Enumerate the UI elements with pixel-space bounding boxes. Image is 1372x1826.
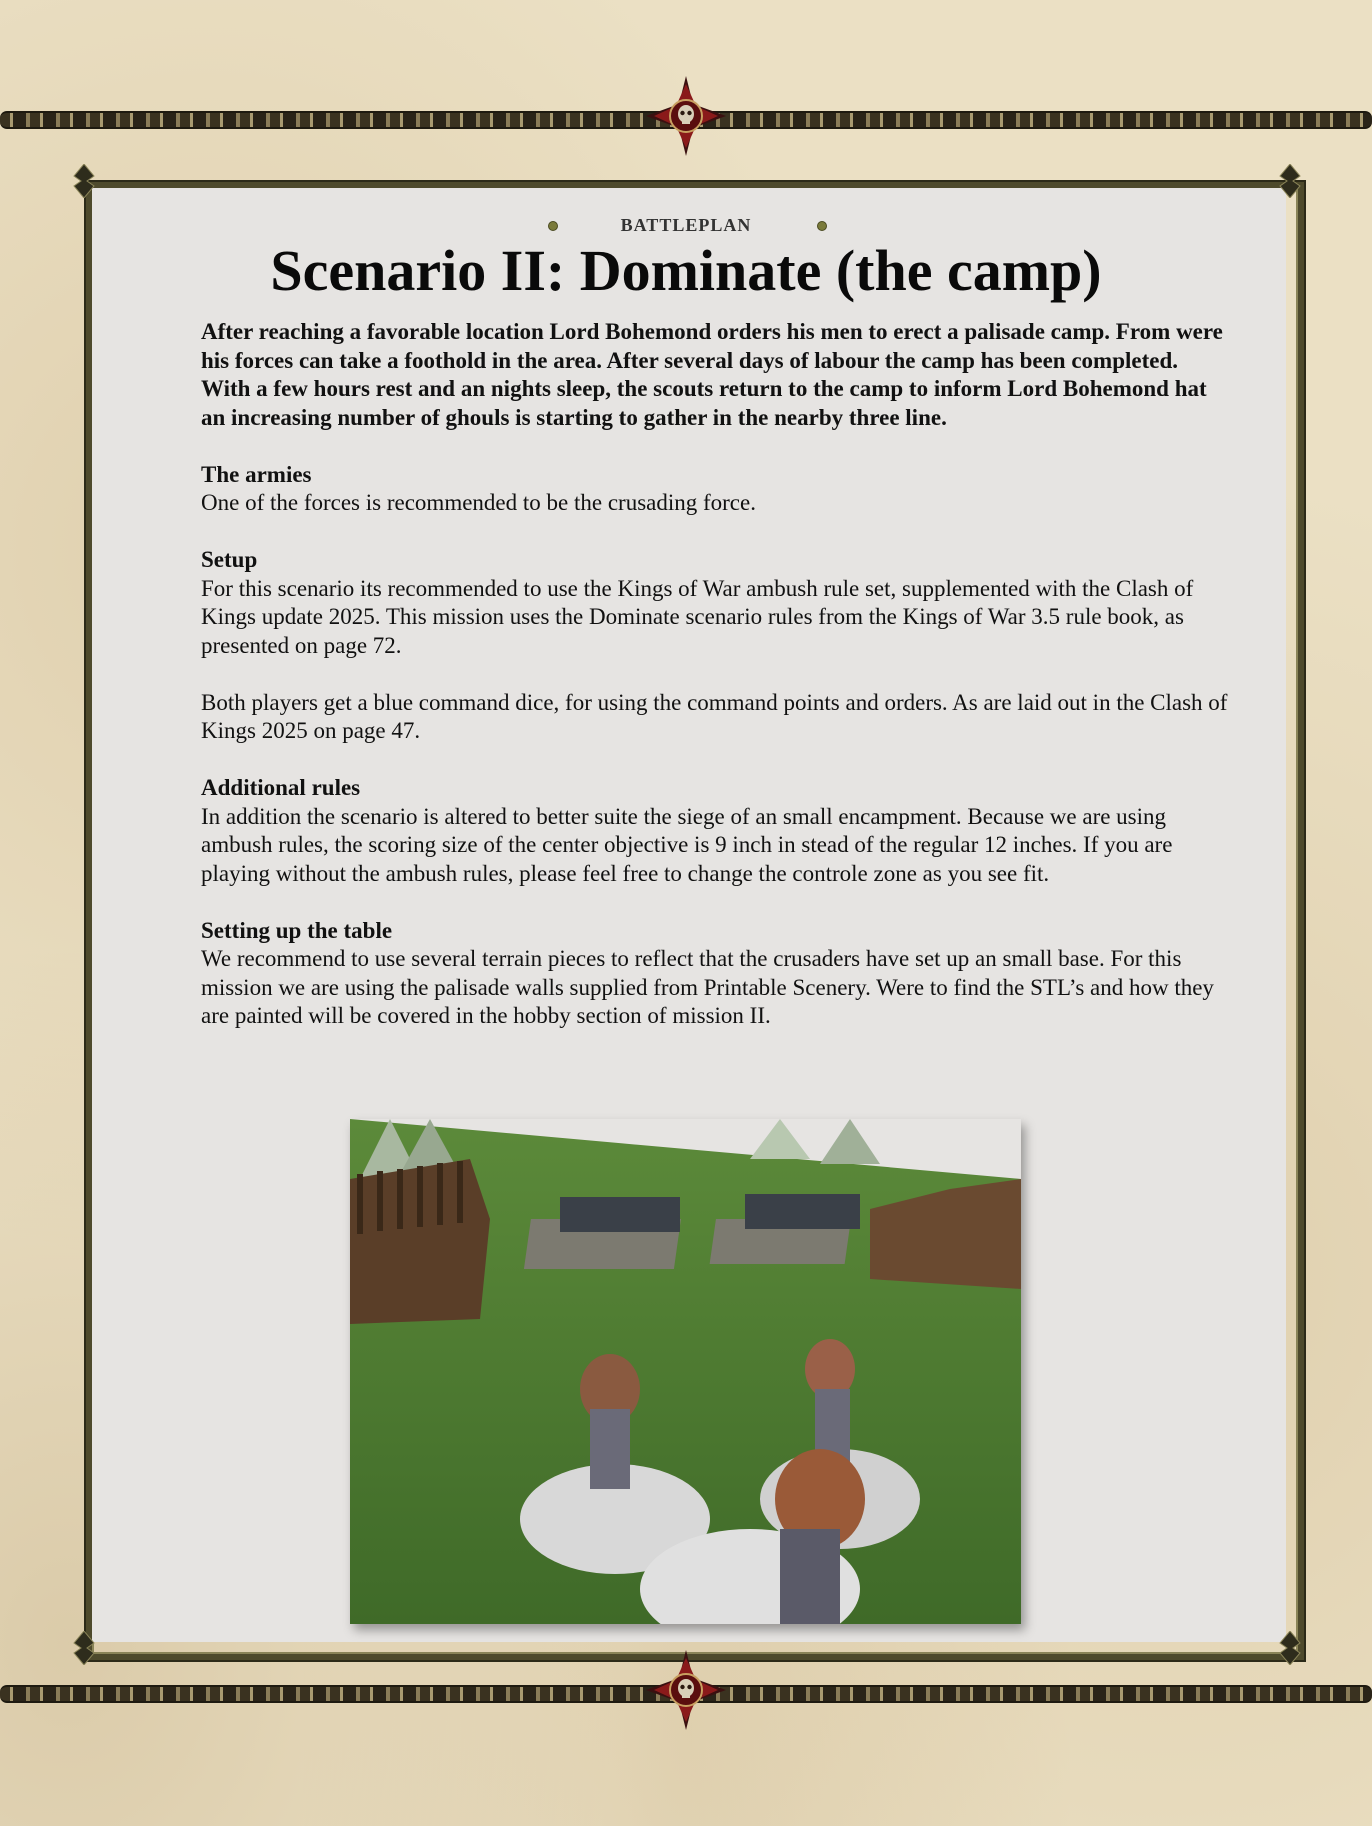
section-paragraph: We recommend to use several terrain pieces to reflect that the crusaders have set up an small base. For this mission we are using the palisade walls supplied from Printable Scenery. Were to find the STL’s and how they are painted will be covered in the hobby section of mission II. bbox=[201, 946, 1214, 1028]
section-heading: The armies bbox=[201, 461, 312, 487]
corner-ornament-icon bbox=[73, 1631, 95, 1665]
section-paragraph: In addition the scenario is altered to better suite the siege of an small encampment. Because we are using ambush rules, the scoring size of the center objective is 9 inch in stead of the regular 12 inches. If you are playing without the ambush rules, please feel free to change the controle zone as you see fit. bbox=[201, 803, 1173, 886]
corner-ornament-icon bbox=[1279, 164, 1301, 198]
body-content bbox=[201, 318, 1231, 1031]
corner-ornament-icon bbox=[1279, 1631, 1301, 1665]
section-additional-rules bbox=[201, 774, 1231, 888]
bullet-dot-icon bbox=[548, 221, 558, 231]
section-setup bbox=[201, 546, 1231, 746]
section-setting-up-table bbox=[201, 917, 1231, 1031]
intro-paragraph: After reaching a favorable location Lord Bohemond orders his men to erect a palisade camp. From were his forces can take a foothold in the area. After several days of labour the camp has been completed. With a few hours rest and an nights sleep, the scouts return to the camp to inform Lord Bohemond hat an increasing number of ghouls is starting to gather in the nearby three line. bbox=[201, 319, 1223, 430]
section-armies bbox=[201, 461, 1231, 518]
corner-ornament-icon bbox=[73, 164, 95, 198]
section-heading: Setting up the table bbox=[201, 917, 393, 943]
skull-emblem-icon bbox=[646, 76, 726, 156]
page-title: Scenario II: Dominate (the camp) bbox=[270, 238, 1102, 303]
section-heading: Additional rules bbox=[201, 775, 361, 800]
skull-emblem-icon bbox=[646, 1650, 726, 1730]
section-paragraph: One of the forces is recommended to be the crusading force. bbox=[201, 490, 756, 515]
tabletop-photo bbox=[350, 1119, 1021, 1624]
section-heading: Setup bbox=[201, 547, 258, 572]
section-paragraph: Both players get a blue command dice, for using the command points and orders. As are laid out in the Clash of Kings 2025 on page 47. bbox=[201, 689, 1228, 743]
bullet-dot-icon bbox=[817, 221, 827, 231]
battleplan-kicker bbox=[0, 213, 1372, 237]
section-paragraph: For this scenario its recommended to use the Kings of War ambush rule set, supplemented with the Clash of Kings update 2025. This mission uses the Dominate scenario rules from the Kings of War 3.5 rule book, as presented on page 72. bbox=[201, 575, 1194, 658]
kicker-label: BATTLEPLAN bbox=[620, 215, 752, 235]
